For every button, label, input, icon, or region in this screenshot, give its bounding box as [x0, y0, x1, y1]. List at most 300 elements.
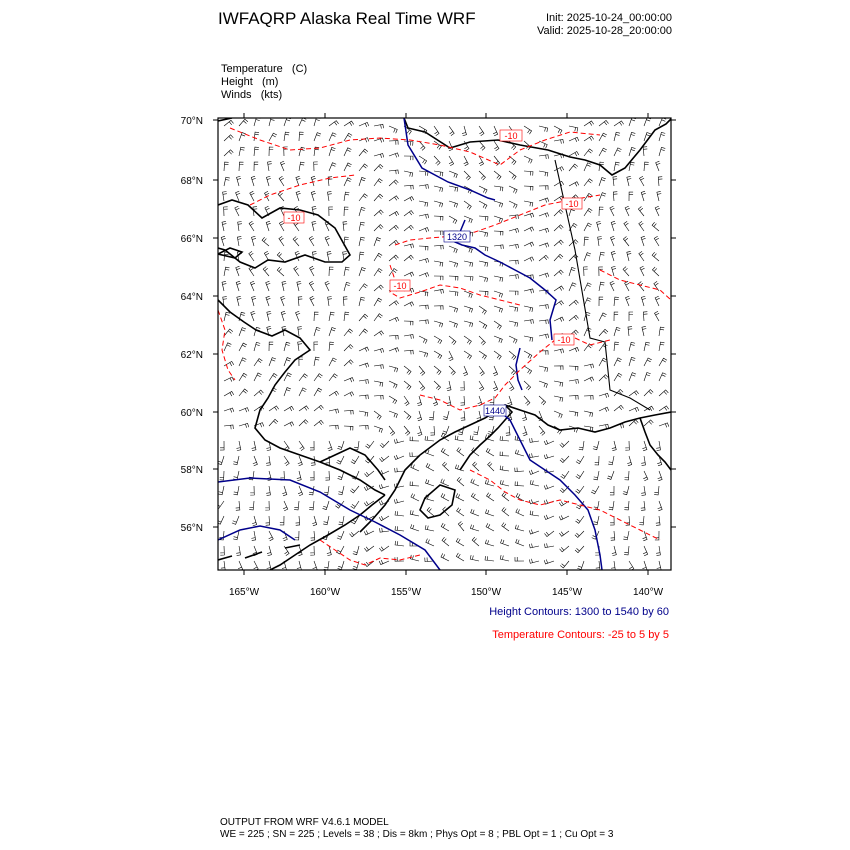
wind-barb [374, 348, 384, 352]
temp-label-5 [554, 334, 574, 345]
lon-label-150: 150°W [470, 587, 502, 598]
lat-label-60: 60°N [180, 408, 203, 419]
temperature-contour-b [250, 175, 355, 205]
wind-barb [523, 426, 528, 436]
wind-barb [598, 236, 602, 246]
wind-barb [299, 441, 304, 451]
wind-barb [419, 305, 428, 309]
wind-barb [539, 255, 548, 261]
wind-barb [419, 201, 428, 207]
wind-barb [449, 201, 458, 208]
wind-barb [524, 289, 534, 293]
wind-barb [479, 261, 488, 267]
wind-barb [294, 501, 299, 510]
wind-barb [464, 336, 471, 344]
wind-barb [569, 126, 578, 132]
wind-barb [222, 221, 226, 231]
wind-barb [485, 540, 494, 546]
wind-barb [220, 546, 224, 555]
wind-barb [611, 221, 616, 231]
wind-barb [310, 296, 315, 306]
height-label-1 [444, 231, 470, 242]
wind-barb [419, 246, 428, 250]
temperature-contours [218, 128, 671, 565]
wind-barb [216, 501, 224, 508]
wind-barb [329, 409, 339, 413]
temperature-contour-h [320, 540, 420, 565]
wind-barb [554, 225, 563, 231]
wind-barb [410, 510, 419, 516]
wind-barb [299, 420, 308, 426]
wind-barb [539, 320, 548, 324]
wind-barb [344, 207, 348, 216]
wind-barb [224, 377, 234, 382]
wind-barb [389, 348, 399, 353]
wind-barb [239, 147, 245, 156]
wind-barb [539, 228, 549, 232]
wind-barb [221, 236, 226, 246]
wind-barb [524, 156, 532, 163]
wind-barb [612, 266, 616, 276]
wind-barb [419, 336, 427, 344]
wind-barb [266, 296, 271, 306]
wind-barbs [216, 117, 669, 571]
wind-barb [599, 120, 609, 126]
wind-barb [224, 391, 234, 396]
wind-barb [359, 284, 368, 291]
wind-barb [470, 555, 479, 561]
wind-barb [599, 177, 606, 186]
wind-barb [434, 231, 443, 235]
temperature-contour-g [470, 470, 660, 540]
wind-barb [250, 191, 255, 201]
wind-barb [493, 366, 498, 376]
wind-barb [426, 539, 434, 546]
wind-barb [329, 207, 333, 216]
wind-barb [254, 342, 260, 351]
aleutian-islands [218, 545, 300, 560]
wind-barb [658, 471, 663, 481]
wind-barb [389, 170, 398, 174]
wind-barb [641, 456, 645, 466]
wind-barb [329, 121, 339, 126]
wind-barb [539, 213, 549, 218]
wind-barb [235, 206, 240, 216]
wind-barb [404, 321, 413, 325]
seward-peninsula-coast [218, 200, 350, 268]
wind-barb [515, 557, 524, 561]
wind-barb [295, 531, 299, 540]
wind-barb [599, 329, 608, 336]
wind-barb [380, 441, 389, 448]
wind-barb [610, 516, 614, 525]
wind-barb [269, 531, 274, 541]
wind-barb [374, 225, 383, 231]
temp-label-text-2: -10 [287, 213, 301, 223]
wind-barb [529, 544, 539, 548]
wind-barb [374, 153, 384, 157]
wind-barb [614, 121, 624, 126]
wind-barb [584, 121, 594, 126]
wind-barb [629, 117, 636, 126]
wind-barb [434, 201, 443, 207]
wind-barb [221, 561, 225, 570]
wind-barb [269, 373, 277, 381]
wind-barb [250, 281, 255, 291]
wind-barb [554, 366, 563, 370]
wind-barb [516, 509, 524, 516]
wind-barb [218, 486, 224, 495]
wind-barb [584, 208, 592, 216]
wind-barb [639, 251, 644, 261]
wind-barb [629, 561, 634, 571]
wind-barb [374, 314, 383, 321]
wind-barb [252, 296, 256, 306]
wind-barb [458, 522, 464, 531]
wind-barb [325, 471, 329, 480]
wind-barb [374, 194, 383, 201]
lon-label-165: 165°W [228, 587, 260, 598]
wind-barb [267, 161, 271, 171]
wind-barb [473, 462, 479, 471]
wind-barb [359, 267, 366, 276]
wind-barb [281, 311, 286, 321]
lon-label-155: 155°W [390, 587, 422, 598]
wind-barb [239, 389, 248, 396]
wind-barb [443, 411, 449, 420]
wind-barb [599, 393, 609, 397]
wind-barb [359, 329, 368, 336]
wind-barb [350, 486, 359, 493]
wind-barb [613, 177, 617, 186]
wind-barb [351, 501, 359, 509]
footer-line-1: OUTPUT FROM WRF V4.6.1 MODEL [220, 817, 389, 828]
wind-barb [374, 238, 381, 246]
wind-barb [643, 531, 648, 541]
wind-barb [236, 546, 240, 556]
wind-barb [314, 162, 318, 171]
wind-barb [479, 141, 485, 150]
wind-barb [485, 480, 494, 486]
wind-barb [296, 191, 301, 201]
wind-barb [389, 141, 398, 145]
wind-barb [236, 441, 240, 451]
wind-barb [344, 312, 349, 321]
wind-barb [641, 501, 645, 510]
wind-barb [529, 559, 539, 563]
wind-barb [277, 267, 284, 276]
wind-barb [224, 408, 234, 413]
wind-barb [569, 366, 578, 370]
temperature-contour-f [420, 338, 610, 410]
wind-barb [494, 321, 501, 329]
wind-barb [539, 171, 548, 176]
wind-barb [254, 117, 260, 126]
wind-barb [296, 176, 301, 186]
wind-barb [539, 366, 548, 372]
wind-barb [607, 471, 614, 479]
wind-barb [554, 167, 564, 172]
wind-barb [584, 179, 593, 186]
wind-barb [614, 373, 622, 381]
wind-barb [642, 561, 647, 571]
wind-barb [419, 366, 425, 375]
wind-barb [464, 201, 471, 210]
wind-barb [220, 441, 224, 450]
wind-barb [610, 281, 615, 291]
wind-barb [584, 396, 593, 400]
wind-barb [365, 441, 374, 448]
lat-label-56: 56°N [180, 523, 203, 534]
wind-barb [652, 252, 659, 261]
init-time: Init: 2025-10-24_00:00:00 [546, 12, 672, 24]
wind-barb [359, 177, 366, 186]
wind-barb [404, 396, 409, 406]
wind-barb [417, 396, 421, 406]
wind-barb [419, 320, 428, 324]
wind-barb [329, 312, 335, 321]
wind-barb [644, 390, 653, 396]
wind-barb [254, 132, 259, 141]
wind-barb [350, 531, 359, 537]
wind-barb [279, 221, 284, 231]
wind-barb [524, 336, 533, 342]
wind-barb [236, 281, 241, 291]
wind-barb [365, 471, 374, 477]
wind-barb [309, 236, 314, 246]
wind-barb [544, 559, 554, 564]
wind-barb [479, 231, 488, 237]
lat-label-58: 58°N [180, 465, 203, 476]
wind-barb [404, 156, 413, 160]
temp-label-text-1: -10 [504, 131, 518, 141]
wind-barb [389, 211, 399, 216]
wind-barb [509, 351, 516, 360]
wind-barb [471, 509, 479, 516]
wind-barb [448, 141, 453, 151]
wind-barb [654, 236, 659, 246]
wind-barb [575, 546, 584, 553]
wind-barb [419, 185, 429, 189]
wind-barb [529, 438, 539, 442]
wind-barb [328, 441, 333, 451]
wind-barb [278, 192, 284, 201]
wind-barb [279, 176, 284, 186]
wind-barb [515, 468, 524, 472]
wind-barb [456, 538, 464, 546]
wind-barb [575, 486, 584, 493]
wind-barb [609, 501, 614, 510]
wind-barb [338, 561, 344, 570]
wind-barb [506, 426, 510, 435]
wind-barb [449, 366, 455, 375]
temperature-contour-a [230, 128, 600, 165]
wind-barb [251, 311, 256, 321]
wind-barb [280, 516, 284, 525]
wind-barb [576, 471, 584, 479]
wind-barb [569, 151, 579, 156]
wind-barb [529, 470, 539, 475]
wind-barb [554, 396, 563, 402]
wind-barb [641, 236, 646, 246]
wind-barb [284, 358, 291, 366]
wind-barb [559, 531, 569, 536]
wind-barb [629, 357, 635, 366]
wind-barb [404, 381, 411, 390]
wind-barb [509, 186, 517, 193]
wind-barb [644, 162, 649, 171]
wind-barb [389, 255, 398, 261]
wind-barb [554, 139, 564, 143]
wind-barb [644, 342, 650, 351]
temp-label-text-5: -10 [557, 335, 571, 345]
wind-barb [500, 436, 509, 441]
wind-barb [599, 252, 605, 261]
wind-barb [269, 133, 277, 141]
wind-barb [624, 221, 629, 231]
wind-barb [477, 411, 481, 421]
wind-barb [344, 426, 353, 430]
wind-barb [639, 516, 644, 525]
wind-barb [656, 441, 660, 451]
wind-barb [233, 471, 239, 480]
wind-barb [560, 456, 569, 463]
wind-barb [629, 342, 635, 351]
wind-barb [239, 133, 246, 141]
wind-barb [374, 365, 383, 369]
wind-barb [284, 406, 294, 411]
wind-barb [509, 201, 517, 208]
wind-barb [314, 374, 322, 381]
wind-barb [500, 452, 509, 456]
wind-barb [530, 480, 539, 486]
lon-label-160: 160°W [309, 587, 341, 598]
wind-barb [494, 291, 503, 298]
wind-barb [624, 471, 629, 480]
wind-barb [471, 493, 479, 501]
wind-barb [500, 466, 509, 471]
wind-barb [509, 215, 518, 219]
wind-barb [329, 358, 337, 366]
wind-barb [404, 426, 410, 435]
wind-barb [224, 267, 230, 276]
wind-barb [224, 207, 228, 216]
wind-barb [624, 546, 629, 555]
lon-label-145: 145°W [551, 587, 583, 598]
wind-barb [599, 375, 608, 381]
wind-barb [449, 126, 454, 136]
wind-barb [404, 185, 413, 189]
wind-barb [544, 485, 554, 490]
wind-barb [441, 493, 449, 501]
wind-barb [639, 176, 644, 186]
wind-barb [419, 156, 427, 164]
wind-barb [479, 216, 488, 221]
wind-barb [344, 392, 354, 397]
wind-barb [417, 411, 421, 421]
wind-barb [374, 164, 383, 171]
wind-barb [224, 343, 231, 351]
wind-barb [524, 242, 534, 247]
wind-barb [323, 516, 329, 525]
wind-barb [638, 282, 644, 291]
wind-barb [608, 456, 614, 465]
wind-barb [404, 197, 414, 202]
wind-barb [584, 364, 594, 368]
wind-barb [659, 132, 665, 141]
wind-barb [614, 312, 618, 321]
wind-barb [639, 221, 644, 231]
wind-barb [456, 493, 464, 501]
wind-barb [426, 479, 434, 486]
wind-barb [449, 336, 456, 345]
lon-label-140: 140°W [632, 587, 664, 598]
wind-barb [224, 120, 234, 126]
wind-barb [612, 441, 616, 451]
wind-barb [404, 211, 414, 216]
wind-barb [374, 298, 382, 306]
wind-barb [395, 526, 404, 531]
wind-barb [434, 186, 443, 192]
wind-barb [314, 342, 318, 351]
wind-barb [254, 390, 263, 396]
wind-barb [314, 312, 318, 321]
wind-barb [359, 395, 368, 399]
wind-barb [479, 381, 484, 391]
wind-barb [449, 246, 457, 253]
wind-barb [417, 426, 422, 436]
wind-barb [404, 225, 413, 231]
kodiak-island [420, 485, 455, 518]
wind-barb [284, 342, 290, 351]
wind-barb [222, 281, 226, 291]
wind-barb [524, 126, 532, 134]
wind-barb [310, 441, 314, 450]
wind-barb [612, 546, 616, 556]
wind-barb [314, 388, 322, 396]
wind-barb [309, 501, 314, 510]
wind-barb [658, 177, 662, 186]
wind-barb [311, 191, 316, 201]
wind-barb [479, 366, 484, 376]
wind-barb [569, 164, 578, 171]
wind-barb [584, 223, 592, 231]
wind-barb [284, 117, 291, 126]
contour-labels [284, 130, 582, 416]
wind-barb [539, 305, 549, 309]
wind-barb [224, 150, 233, 156]
wind-barb [254, 561, 259, 571]
wind-barb [252, 236, 256, 246]
wind-barb [282, 281, 286, 291]
wind-barb [329, 391, 339, 396]
wind-barb [266, 516, 270, 525]
wind-barb [659, 406, 669, 411]
wind-barb [610, 206, 615, 216]
wind-barb [404, 335, 414, 339]
wind-barb [494, 186, 503, 191]
wind-barb [296, 516, 300, 525]
wind-barb [627, 251, 631, 261]
wind-barb [623, 486, 629, 495]
wind-barb [530, 511, 539, 516]
wind-barb [479, 246, 488, 251]
wind-barb [359, 411, 368, 417]
wind-barb [449, 321, 457, 328]
wind-barb [236, 191, 241, 201]
wind-barb [460, 396, 464, 405]
wind-barb [611, 251, 616, 261]
